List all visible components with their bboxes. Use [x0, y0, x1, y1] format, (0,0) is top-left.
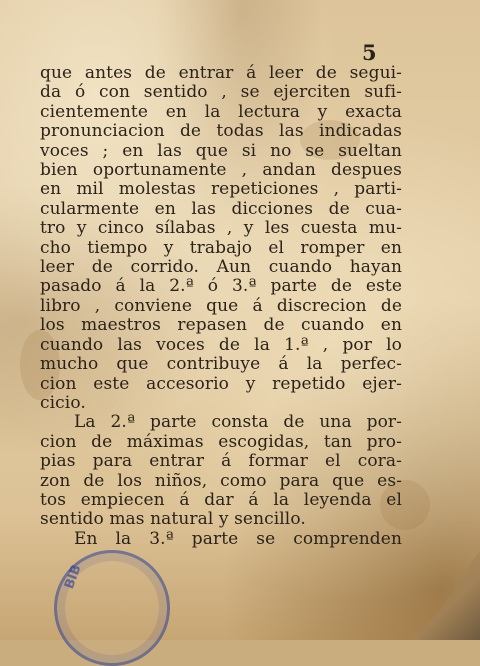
text-line: tro y cinco sílabas , y les cuesta mu-: [40, 218, 402, 239]
text-line: cion este accesorio y repetido ejer-: [40, 373, 402, 394]
text-line: los maestros repasen de cuando en: [40, 315, 402, 336]
text-line: zon de los niños, como para que es-: [40, 470, 402, 491]
text-line: cientemente en la lectura y exacta: [40, 101, 402, 122]
text-line: en mil molestas repeticiones , parti-: [40, 179, 402, 200]
text-line: La 2.ª parte consta de una por-: [74, 412, 402, 433]
text-line: cicio.: [40, 392, 86, 413]
page-text: [40, 64, 402, 549]
text-line: pias para entrar á formar el cora-: [40, 451, 402, 472]
text-line: cularmente en las dicciones de cua-: [40, 198, 402, 219]
text-line: voces ; en las que si no se sueltan: [40, 140, 402, 161]
text-line: bien oportunamente , andan despues: [40, 160, 402, 181]
torn-corner: [410, 550, 480, 640]
text-line: tos empiecen á dar á la leyenda el: [40, 489, 402, 510]
library-stamp-text: BIB: [62, 562, 85, 592]
text-line: mucho que contribuye á la perfec-: [40, 354, 402, 375]
text-line: pasado á la 2.ª ó 3.ª parte de este: [40, 276, 402, 297]
page-number: 5: [362, 40, 377, 65]
text-line: sentido mas natural y sencillo.: [40, 509, 306, 530]
text-line: cion de máximas escogidas, tan pro-: [40, 431, 402, 452]
text-line: que antes de entrar á leer de segui-: [40, 63, 402, 83]
text-line: En la 3.ª parte se comprenden: [74, 528, 402, 549]
text-line: cuando las voces de la 1.ª , por lo: [40, 334, 402, 355]
text-line: libro , conviene que á discrecion de: [40, 295, 402, 316]
text-line: da ó con sentido , se ejerciten sufi-: [40, 82, 402, 103]
text-line: leer de corrido. Aun cuando hayan: [40, 257, 402, 278]
text-line: pronunciacion de todas las indicadas: [40, 121, 402, 142]
text-line: cho tiempo y trabajo el romper en: [40, 237, 402, 258]
